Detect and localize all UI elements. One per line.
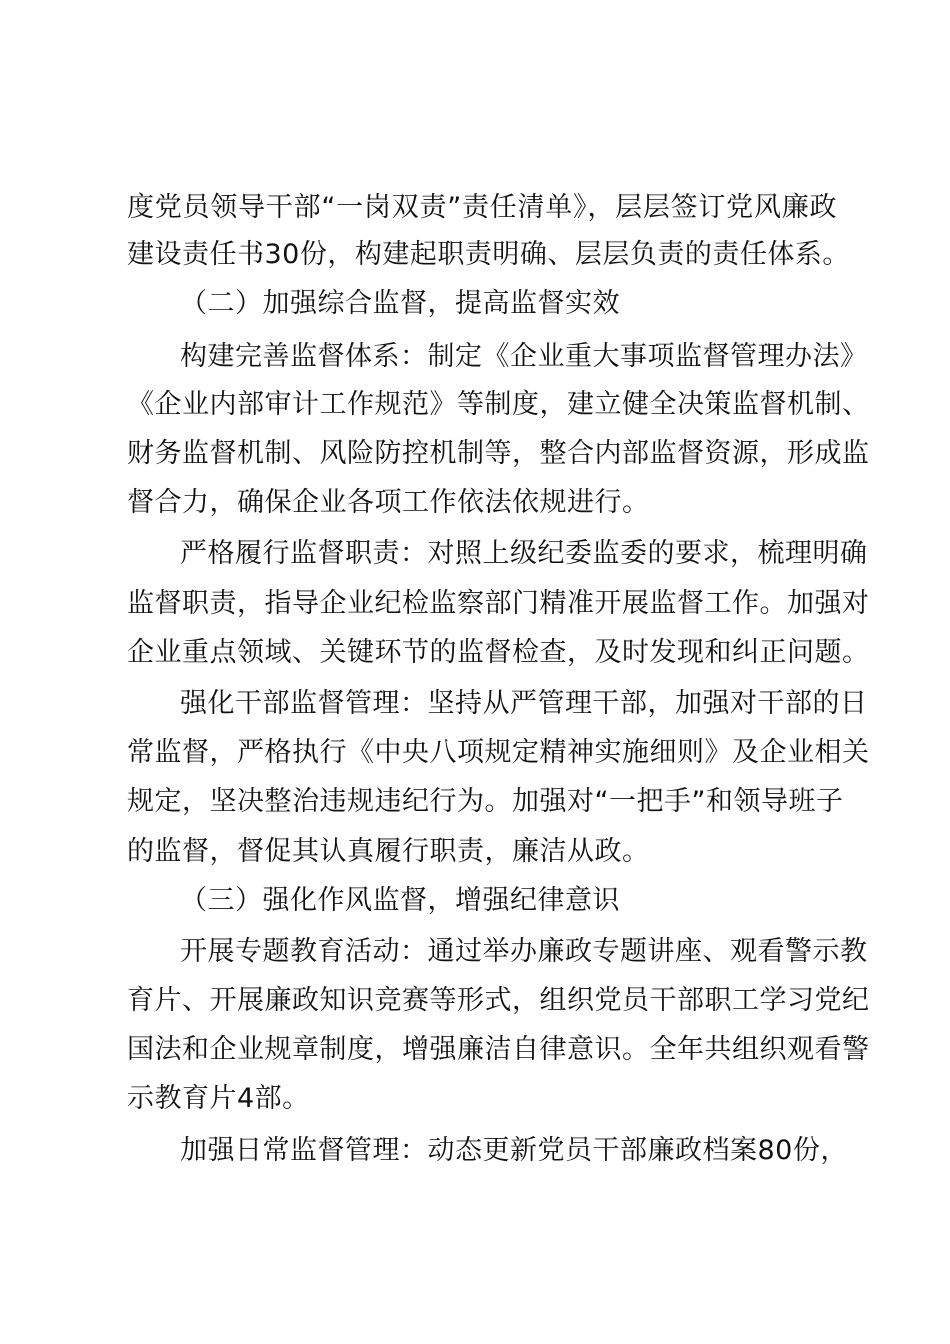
body-text-line: 规定，坚决整治违规违纪行为。加强对“一把手”和领导班子 bbox=[127, 786, 844, 817]
body-text-line: 示教育片4部。 bbox=[127, 1083, 310, 1114]
body-text-line: 督合力，确保企业各项工作依法依规进行。 bbox=[127, 487, 650, 518]
body-text-line: 的监督，督促其认真履行职责，廉洁从政。 bbox=[127, 836, 650, 867]
body-text-line: 财务监督机制、风险防控机制等，整合内部监督资源，形成监 bbox=[127, 438, 870, 469]
section-heading: （三）强化作风监督，增强纪律意识 bbox=[180, 885, 620, 916]
body-text-line: 建设责任书30份，构建起职责明确、层层负责的责任体系。 bbox=[127, 239, 850, 270]
paragraph-start-line: 强化干部监督管理：坚持从严管理干部，加强对干部的日 bbox=[180, 688, 868, 719]
body-text-line: 常监督，严格执行《中央八项规定精神实施细则》及企业相关 bbox=[127, 737, 870, 768]
body-text-line: 度党员领导干部“一岗双责”责任清单》，层层签订党风廉政 bbox=[127, 192, 837, 223]
paragraph-start-line: 开展专题教育活动：通过举办廉政专题讲座、观看警示教 bbox=[180, 936, 868, 967]
body-text-line: 监督职责，指导企业纪检监察部门精准开展监督工作。加强对 bbox=[127, 588, 870, 619]
body-text-line: 《企业内部审计工作规范》等制度，建立健全决策监督机制、 bbox=[127, 389, 870, 420]
paragraph-start-line: 严格履行监督职责：对照上级纪委监委的要求，梳理明确 bbox=[180, 538, 868, 569]
paragraph-start-line: 加强日常监督管理：动态更新党员干部廉政档案80份， bbox=[180, 1135, 848, 1166]
body-text-line: 企业重点领域、关键环节的监督检查，及时发现和纠正问题。 bbox=[127, 637, 870, 668]
section-heading: （二）加强综合监督，提高监督实效 bbox=[180, 288, 620, 319]
body-text-line: 国法和企业规章制度，增强廉洁自律意识。全年共组织观看警 bbox=[127, 1034, 870, 1065]
paragraph-start-line: 构建完善监督体系：制定《企业重大事项监督管理办法》 bbox=[180, 341, 868, 372]
body-text-line: 育片、开展廉政知识竞赛等形式，组织党员干部职工学习党纪 bbox=[127, 985, 870, 1016]
